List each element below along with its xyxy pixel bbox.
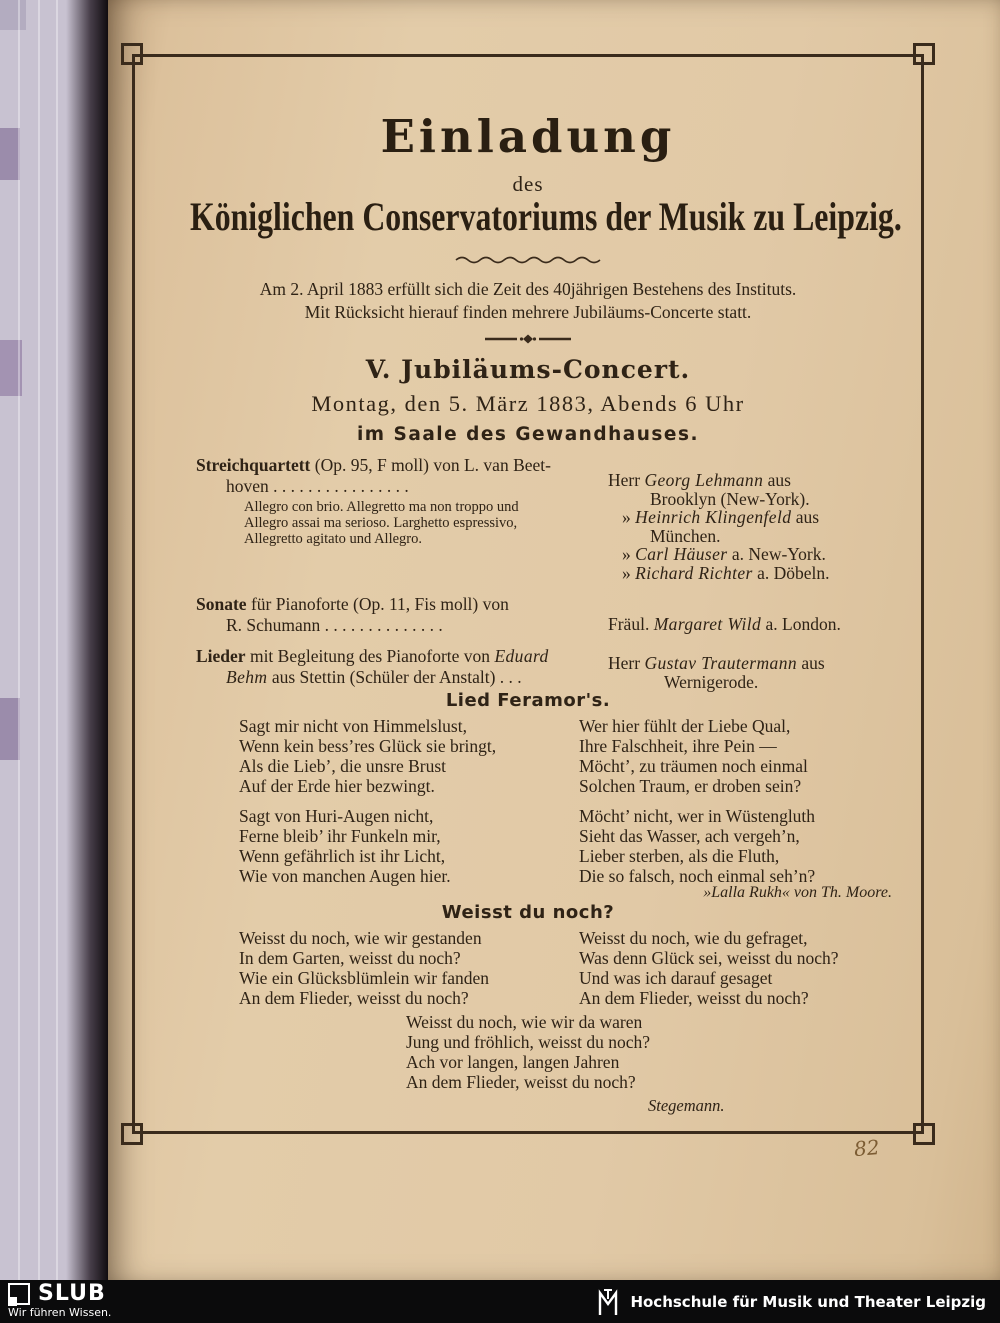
institution-name-text: Königlichen Conservatoriums der Musik zu Leipzig.	[189, 195, 902, 240]
page-edge-tab	[0, 128, 20, 180]
performer-line: Brooklyn (New-York).	[650, 488, 810, 509]
honorific: Herr	[608, 653, 645, 673]
ditto-mark: »	[622, 562, 636, 583]
text-line: Jung und fröhlich, weisst du noch?	[406, 1032, 650, 1052]
text-line: Wenn kein bess’res Glück sie bringt,	[239, 736, 497, 756]
slub-logo-row	[8, 1283, 111, 1305]
performer-name: Carl Häuser	[635, 544, 728, 564]
stanza	[239, 716, 551, 796]
programme	[196, 455, 914, 691]
text-line: Weisst du noch, wie wir gestanden	[239, 928, 482, 948]
performer-line: Wernigerode.	[664, 671, 759, 692]
piece-description	[196, 594, 608, 636]
poem-column-right	[579, 716, 887, 886]
page-edge-tab	[0, 698, 20, 760]
slub-logo-icon	[8, 1283, 30, 1305]
text-line: Als die Lieb’, die unsre Brust	[239, 756, 447, 776]
stanza	[406, 1012, 650, 1092]
concert-datetime: Montag, den 5. März 1883, Abends 6 Uhr	[311, 391, 745, 416]
poem-column-right	[579, 928, 887, 1008]
tempo-markings	[244, 499, 608, 547]
text-line: Weisst du noch, wie du gefraget,	[579, 928, 808, 948]
stanza	[239, 806, 551, 886]
text-line: Weisst du noch, wie wir da waren	[406, 1012, 643, 1032]
text-line: Lieber sterben, als die Fluth,	[579, 846, 780, 866]
performer-line	[622, 508, 914, 527]
poem-weisst-du-noch	[239, 928, 887, 1008]
piece-title: Streichquartett	[196, 455, 311, 475]
piece-line	[196, 455, 608, 476]
text-line: Und was ich darauf gesaget	[579, 968, 773, 988]
intro-line: Mit Rücksicht hierauf finden mehrere Jubiläums-Concerte statt.	[304, 302, 752, 322]
page-edge-line	[18, 0, 20, 1281]
poem-column-left	[239, 716, 551, 886]
slub-tagline: Wir führen Wissen.	[8, 1306, 112, 1319]
scanned-page	[108, 0, 1000, 1281]
slub-wordmark: SLUB	[38, 1281, 106, 1306]
text-line: Wer hier fühlt der Liebe Qual,	[579, 716, 791, 736]
performer-origin: aus	[797, 653, 825, 673]
piece-detail: (Op. 95, F moll) von L. van Beet-	[310, 455, 551, 475]
text-line: Wie ein Glücksblümlein wir fanden	[239, 968, 490, 988]
poem-column-left	[239, 928, 551, 1008]
piece-line: hoven . . . . . . . . . . . . . . . .	[226, 476, 409, 496]
piece-title: Sonate	[196, 594, 247, 614]
programme-row-quartet	[196, 455, 914, 582]
introduction-paragraph	[132, 278, 924, 324]
performers	[608, 615, 914, 636]
partner-branding	[596, 1280, 986, 1323]
text-line: Auf der Erde hier bezwingt.	[239, 776, 435, 796]
ditto-mark: »	[622, 507, 636, 527]
performer-name: Heinrich Klingenfeld	[635, 507, 792, 527]
text-line: Sagt von Huri-Augen nicht,	[239, 806, 434, 826]
ditto-mark: »	[622, 544, 636, 564]
honorific: Fräul.	[608, 614, 654, 634]
text-line: Wenn gefährlich ist ihr Licht,	[239, 846, 446, 866]
performer-origin: a. Döbeln.	[752, 562, 830, 583]
piece-detail: aus Stettin (Schüler der Anstalt) . . .	[267, 667, 522, 687]
squiggle-underline	[132, 252, 924, 270]
performer-line	[622, 545, 914, 564]
performer-line	[608, 654, 914, 673]
text-line: An dem Flieder, weisst du noch?	[239, 988, 469, 1008]
hmt-monogram-icon	[596, 1287, 620, 1317]
performer-origin: aus	[763, 470, 791, 490]
frame-corner-ornament	[913, 43, 935, 65]
stanza	[239, 928, 551, 1008]
honorific: Herr	[608, 470, 645, 490]
frame-corner-ornament	[121, 43, 143, 65]
handwritten-page-number: 82	[853, 1134, 881, 1162]
stanza	[579, 928, 887, 1008]
page-edge-line	[38, 0, 40, 1281]
piece-line: R. Schumann . . . . . . . . . . . . . .	[226, 615, 443, 635]
piece-detail: mit Begleitung des Pianoforte von	[245, 646, 495, 666]
text-line: Ihre Falschheit, ihre Pein —	[579, 736, 777, 756]
text-line: An dem Flieder, weisst du noch?	[579, 988, 809, 1008]
text-line: Ferne bleib’ ihr Funkeln mir,	[239, 826, 441, 846]
performer-line	[622, 564, 914, 583]
performer-name: Margaret Wild	[653, 614, 762, 634]
text-line: Allegro con brio. Allegretto ma non troppo und	[244, 499, 519, 515]
piece-description	[196, 455, 608, 582]
text-line: Sagt mir nicht von Himmelslust,	[239, 716, 467, 736]
performer-line	[608, 471, 914, 490]
stanza	[579, 806, 887, 886]
text-line: Ach vor langen, langen Jahren	[406, 1052, 620, 1072]
text-line: Sieht das Wasser, ach vergeh’n,	[579, 826, 800, 846]
song-title-feramors: Lied Feramor's.	[445, 690, 611, 711]
page-edge-tab	[0, 0, 26, 30]
performer-name: Georg Lehmann	[644, 470, 764, 490]
document-title: Einladung	[380, 110, 676, 163]
piece-description	[196, 646, 608, 691]
text-line: Möcht’ nicht, wer in Wüstengluth	[579, 806, 816, 826]
performer-name: Gustav Trautermann	[644, 653, 797, 673]
piece-detail: für Pianoforte (Op. 11, Fis moll) von	[246, 594, 509, 614]
slub-branding	[8, 1283, 111, 1319]
programme-row-lieder	[196, 646, 914, 691]
performers	[608, 654, 914, 691]
performer-name: Richard Richter	[635, 562, 753, 583]
text-line: Möcht’, zu träumen noch einmal	[579, 756, 808, 776]
performer-line: München.	[650, 525, 721, 546]
programme-row-sonata	[196, 594, 914, 636]
partner-name: Hochschule für Musik und Theater Leipzig	[630, 1292, 986, 1311]
intro-line: Am 2. April 1883 erfüllt sich die Zeit des 40jährigen Bestehens des Instituts.	[259, 279, 797, 299]
piece-title: Lieder	[196, 646, 246, 666]
library-footer-bar	[0, 1280, 1000, 1323]
poem-center-stanza-wrap	[132, 1012, 924, 1093]
piece-line	[196, 594, 608, 615]
text-line: Allegretto agitato und Allegro.	[244, 531, 422, 547]
piece-line	[226, 667, 608, 688]
piece-line	[196, 646, 608, 667]
stanza	[579, 716, 887, 796]
book-edge	[0, 0, 110, 1323]
performer-origin: a. New-York.	[727, 544, 826, 564]
composer-name: Eduard	[494, 646, 549, 666]
text-line: In dem Garten, weisst du noch?	[239, 948, 461, 968]
performer-origin: aus	[791, 507, 820, 527]
text-line: Allegro assai ma serioso. Larghetto espressivo,	[244, 515, 518, 531]
binding-gutter-shadow	[66, 0, 110, 1281]
text-line: Solchen Traum, er droben sein?	[579, 776, 802, 796]
divider-ornament	[132, 332, 924, 350]
poem-feramors	[239, 716, 887, 886]
institution-name	[132, 196, 924, 239]
poem-attribution-stegemann: Stegemann.	[648, 1096, 725, 1115]
performer-line	[608, 615, 914, 634]
concert-venue: im Saale des Gewandhauses.	[356, 424, 700, 445]
title-connector: des	[512, 172, 544, 196]
performer-origin: a. London.	[761, 614, 841, 634]
frame-corner-ornament	[913, 1123, 935, 1145]
text-line: An dem Flieder, weisst du noch?	[406, 1072, 636, 1092]
frame-corner-ornament	[121, 1123, 143, 1145]
song-title-weisst-du-noch: Weisst du noch?	[441, 902, 615, 923]
text-line: Was denn Glück sei, weisst du noch?	[579, 948, 839, 968]
page-edge-line	[56, 0, 58, 1281]
text-line: Wie von manchen Augen hier.	[239, 866, 451, 886]
concert-heading: V. Jubiläums-Concert.	[365, 355, 691, 384]
text-line: Die so falsch, noch einmal seh’n?	[579, 866, 816, 886]
performers	[608, 471, 914, 582]
composer-name: Behm	[226, 667, 268, 687]
poem-attribution-moore: »Lalla Rukh« von Th. Moore.	[703, 884, 892, 901]
